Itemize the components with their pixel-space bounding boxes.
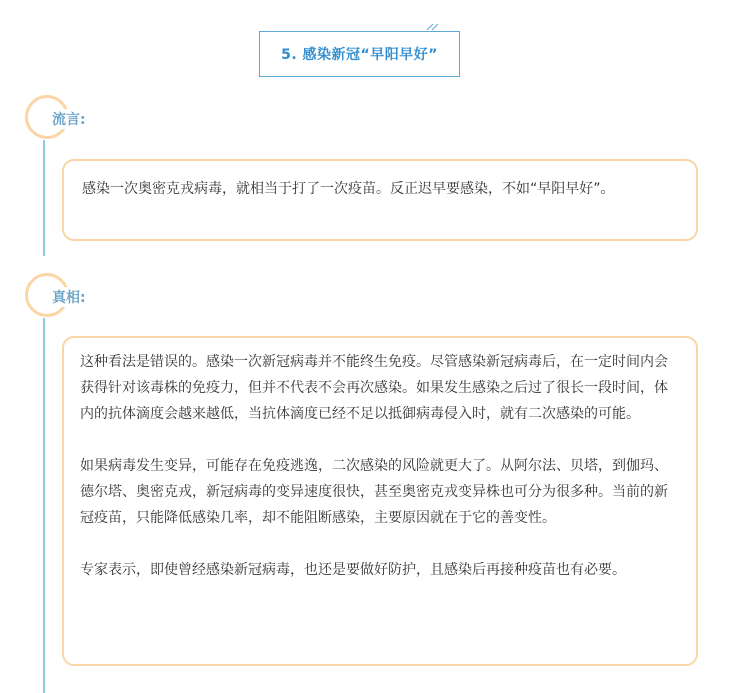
timeline-line-truth xyxy=(43,318,45,693)
paragraph-spacer xyxy=(80,531,680,557)
rumor-label: 流言: xyxy=(50,109,88,129)
truth-paragraph-2: 如果病毒发生变异，可能存在免疫逃逸，二次感染的风险就更大了。从阿尔法、贝塔，到伽玛、德尔塔、奥密克戎，新冠病毒的变异速度很快，甚至奥密克戎变异株也可分为很多种。当前的新冠疫苗，只能降低感染几率，却不能阻断感染，主要原因就在于它的善变性。 xyxy=(80,458,668,526)
section-title: 5. 感染新冠“早阳早好” xyxy=(259,31,460,77)
paragraph-spacer xyxy=(80,427,680,453)
truth-paragraph-3: 专家表示，即使曾经感染新冠病毒，也还是要做好防护，且感染后再接种疫苗也有必要。 xyxy=(80,562,626,578)
title-decoration-icon xyxy=(425,23,441,31)
truth-card xyxy=(62,336,698,666)
truth-label: 真相: xyxy=(50,287,88,307)
timeline-line-rumor xyxy=(43,140,45,256)
truth-paragraph-1: 这种看法是错误的。感染一次新冠病毒并不能终生免疫。尽管感染新冠病毒后，在一定时间内会获得针对该毒株的免疫力，但并不代表不会再次感染。如果发生感染之后过了很长一段时间，体内的抗体滴度会越来越低，当抗体滴度已经不足以抵御病毒侵入时，就有二次感染的可能。 xyxy=(80,354,668,422)
rumor-text: 感染一次奥密克戎病毒，就相当于打了一次疫苗。反正迟早要感染，不如“早阳早好”。 xyxy=(82,181,615,197)
rumor-card xyxy=(62,159,698,241)
